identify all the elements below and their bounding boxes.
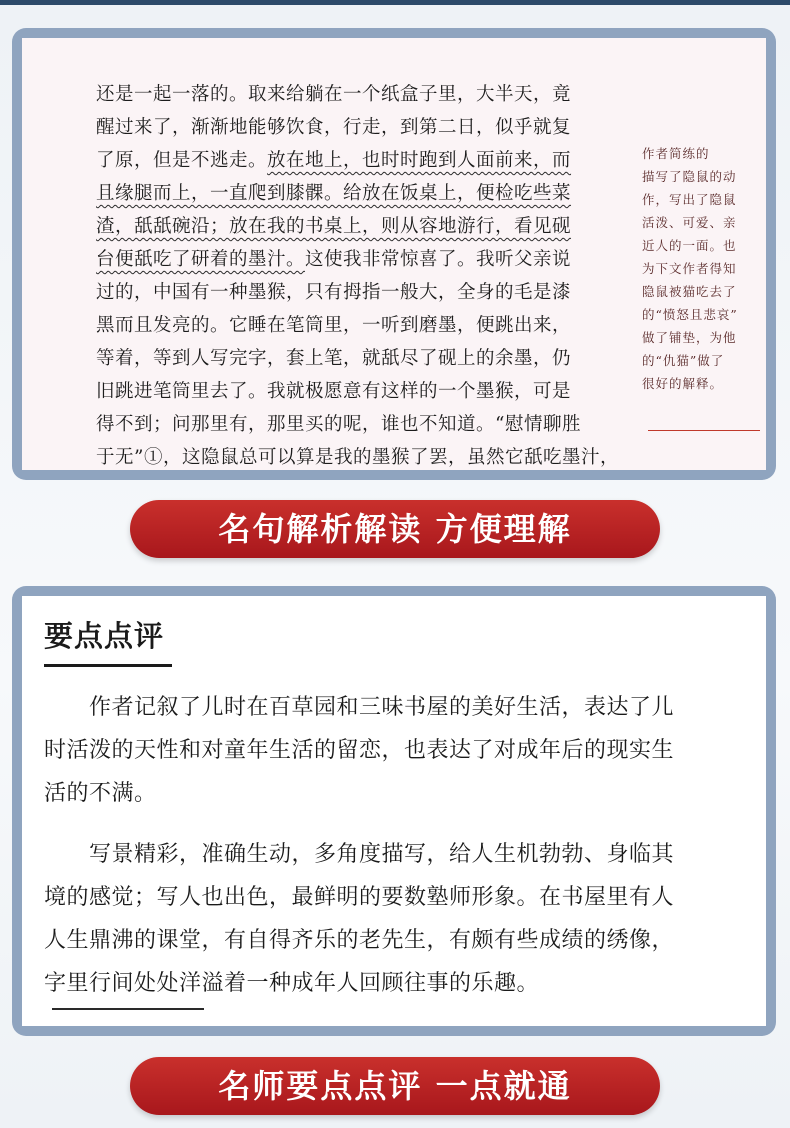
paragraph-gap [44, 815, 756, 833]
excerpt-line [96, 177, 646, 210]
key-points-title: 要点点评 [44, 619, 165, 653]
paragraph-line: 写景精彩，准确生动，多角度描写，给人生机勃勃、身临其 [44, 842, 675, 867]
annotation-line: 作者简练的 [642, 146, 710, 161]
annotated-sentence: 台便舐吃了研着的墨汁。 [96, 249, 306, 270]
title-underline [44, 664, 172, 667]
annotation-line: 为下文作者得知 [642, 261, 737, 276]
annotation-divider [648, 430, 760, 431]
banner-sentence-analysis: 名句解析解读 方便理解 [130, 500, 660, 558]
key-points-frame [12, 586, 776, 1036]
annotated-sentence: 且缘腿而上，一直爬到膝髁。给放在饭桌上，便检吃些菜 [96, 183, 572, 204]
annotation-line: 隐鼠被猫吃去了 [642, 284, 737, 299]
excerpt-line: 还是一起一落的。取来给躺在一个纸盒子里，大半天，竟 [96, 84, 572, 105]
annotated-sentence: 放在地上，也时时跑到人面前来，而 [267, 150, 572, 171]
excerpt-segment: 了原，但是不逃走。 [96, 150, 268, 171]
paragraph-line: 字里行间处处洋溢着一种成年人回顾往事的乐趣。 [44, 971, 540, 996]
key-points-body [44, 686, 756, 1005]
book-excerpt-text [96, 78, 646, 470]
margin-annotation [642, 142, 760, 395]
excerpt-line: 黑而且发亮的。它睡在笔筒里，一听到磨墨，便跳出来， [96, 315, 572, 336]
excerpt-line: 旧跳进笔筒里去了。我就极愿意有这样的一个墨猴，可是 [96, 381, 572, 402]
annotation-line: 的“仇猫”做了 [642, 353, 725, 368]
bottom-divider [52, 1008, 204, 1010]
paragraph-line: 活的不满。 [44, 781, 157, 806]
excerpt-line: 等着，等到人写完字，套上笔，就舐尽了砚上的余墨，仍 [96, 348, 572, 369]
banner-teacher-review: 名师要点点评 一点就通 [130, 1057, 660, 1115]
annotation-line: 活泼、可爱、亲 [642, 215, 737, 230]
book-excerpt-frame [12, 28, 776, 480]
excerpt-segment: 这使我非常惊喜了。我听父亲说 [305, 249, 572, 270]
annotated-sentence: 渣，舐舐碗沿；放在我的书桌上，则从容地游行，看见砚 [96, 216, 572, 237]
excerpt-line [96, 243, 646, 276]
annotation-line: 做了铺垫，为他 [642, 330, 737, 345]
excerpt-line [96, 210, 646, 243]
excerpt-line: 醒过来了，渐渐地能够饮食，行走，到第二日，似乎就复 [96, 117, 572, 138]
annotation-line: 作，写出了隐鼠 [642, 192, 737, 207]
excerpt-line: 过的，中国有一种墨猴，只有拇指一般大，全身的毛是漆 [96, 282, 572, 303]
key-points-page [22, 596, 766, 1026]
annotation-line: 很好的解释。 [642, 376, 724, 391]
paragraph-line: 境的感觉；写人也出色，最鲜明的要数塾师形象。在书屋里有人 [44, 885, 675, 910]
top-bar [0, 0, 790, 5]
paragraph-line: 作者记叙了儿时在百草园和三味书屋的美好生活，表达了儿 [44, 695, 675, 720]
paragraph-line: 人生鼎沸的课堂，有自得齐乐的老先生，有颇有些成绩的绣像， [44, 928, 675, 953]
excerpt-line: 得不到；问那里有，那里买的呢，谁也不知道。“慰情聊胜 [96, 414, 581, 435]
paragraph-line: 时活泼的天性和对童年生活的留恋，也表达了对成年后的现实生 [44, 738, 675, 763]
excerpt-line [96, 144, 646, 177]
excerpt-line: 于无”①，这隐鼠总可以算是我的墨猴了罢，虽然它舐吃墨汁， [96, 447, 619, 468]
annotation-line: 描写了隐鼠的动 [642, 169, 737, 184]
book-page [22, 38, 766, 470]
annotation-line: 近人的一面。也 [642, 238, 737, 253]
annotation-line: 的“愤怒且悲哀” [642, 307, 738, 322]
